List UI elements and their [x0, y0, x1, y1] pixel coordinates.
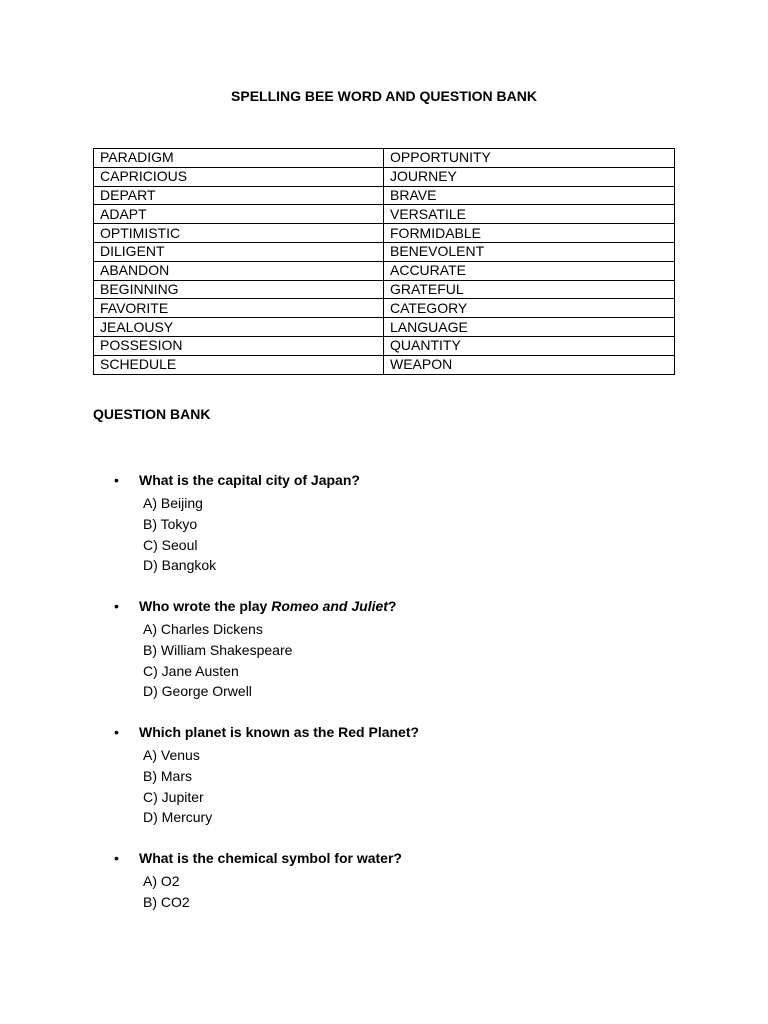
- answer-options: [143, 745, 212, 828]
- word-cell: JEALOUSY: [94, 318, 384, 337]
- question-text: What is the chemical symbol for water?: [139, 850, 402, 866]
- word-table-row: [94, 224, 675, 243]
- word-cell: BRAVE: [384, 186, 675, 205]
- word-cell: FAVORITE: [94, 299, 384, 318]
- word-cell: GRATEFUL: [384, 280, 675, 299]
- answer-option: B) Tokyo: [143, 515, 198, 532]
- word-cell: ABANDON: [94, 261, 384, 280]
- word-table-row: [94, 205, 675, 224]
- answer-options: [143, 871, 190, 913]
- word-table-row: [94, 299, 675, 318]
- question-text-title: Romeo and Juliet: [271, 598, 388, 614]
- bullet-icon: •: [114, 598, 119, 614]
- word-cell: ADAPT: [94, 205, 384, 224]
- word-cell: DEPART: [94, 186, 384, 205]
- word-cell: DILIGENT: [94, 242, 384, 261]
- word-table-row: [94, 318, 675, 337]
- word-cell: BEGINNING: [94, 280, 384, 299]
- answer-option: D) Mercury: [143, 809, 213, 826]
- word-cell: ACCURATE: [384, 261, 675, 280]
- word-cell: JOURNEY: [384, 167, 675, 186]
- word-table-row: [94, 261, 675, 280]
- question-bank-heading: QUESTION BANK: [93, 406, 211, 422]
- word-table-row: [94, 336, 675, 355]
- word-cell: OPTIMISTIC: [94, 224, 384, 243]
- question-text-before: Who wrote the play: [139, 598, 272, 614]
- word-table-row: [94, 167, 675, 186]
- question-text: What is the capital city of Japan?: [139, 472, 360, 488]
- word-cell: CATEGORY: [384, 299, 675, 318]
- question-text-after: ?: [387, 598, 397, 614]
- answer-option: A) Charles Dickens: [143, 621, 263, 637]
- word-table-row: [94, 280, 675, 299]
- word-table-row: [94, 186, 675, 205]
- word-cell: BENEVOLENT: [384, 242, 675, 261]
- word-table-row: [94, 149, 675, 168]
- question-text: Which planet is known as the Red Planet?: [139, 724, 420, 740]
- answer-option: B) CO2: [143, 893, 190, 910]
- word-cell: CAPRICIOUS: [94, 167, 384, 186]
- question-item: [0, 850, 768, 976]
- answer-options: [143, 493, 216, 576]
- answer-option: A) Beijing: [143, 495, 203, 511]
- question-item: [0, 724, 768, 850]
- word-cell: WEAPON: [384, 355, 675, 374]
- answer-option: B) Mars: [143, 767, 192, 784]
- answer-options: [143, 619, 292, 702]
- answer-option: C) Jupiter: [143, 788, 204, 805]
- answer-option: A) O2: [143, 873, 180, 889]
- answer-option: B) William Shakespeare: [143, 641, 293, 658]
- word-cell: OPPORTUNITY: [384, 149, 675, 168]
- bullet-icon: •: [114, 472, 119, 488]
- answer-option: C) Jane Austen: [143, 662, 239, 679]
- word-cell: LANGUAGE: [384, 318, 675, 337]
- answer-option: D) Bangkok: [143, 557, 217, 574]
- word-table-row: [94, 355, 675, 374]
- question-text: [139, 598, 396, 615]
- question-item: [0, 598, 768, 724]
- word-cell: SCHEDULE: [94, 355, 384, 374]
- bullet-icon: •: [114, 724, 119, 740]
- word-table: [93, 148, 675, 375]
- page-title: SPELLING BEE WORD AND QUESTION BANK: [231, 88, 537, 104]
- word-cell: VERSATILE: [384, 205, 675, 224]
- word-cell: POSSESION: [94, 336, 384, 355]
- question-item: [0, 472, 768, 598]
- question-list: [0, 472, 768, 976]
- answer-option: C) Seoul: [143, 536, 198, 553]
- answer-option: A) Venus: [143, 747, 200, 763]
- answer-option: D) George Orwell: [143, 683, 252, 700]
- word-cell: FORMIDABLE: [384, 224, 675, 243]
- bullet-icon: •: [114, 850, 119, 866]
- word-cell: PARADIGM: [94, 149, 384, 168]
- word-cell: QUANTITY: [384, 336, 675, 355]
- word-table-row: [94, 242, 675, 261]
